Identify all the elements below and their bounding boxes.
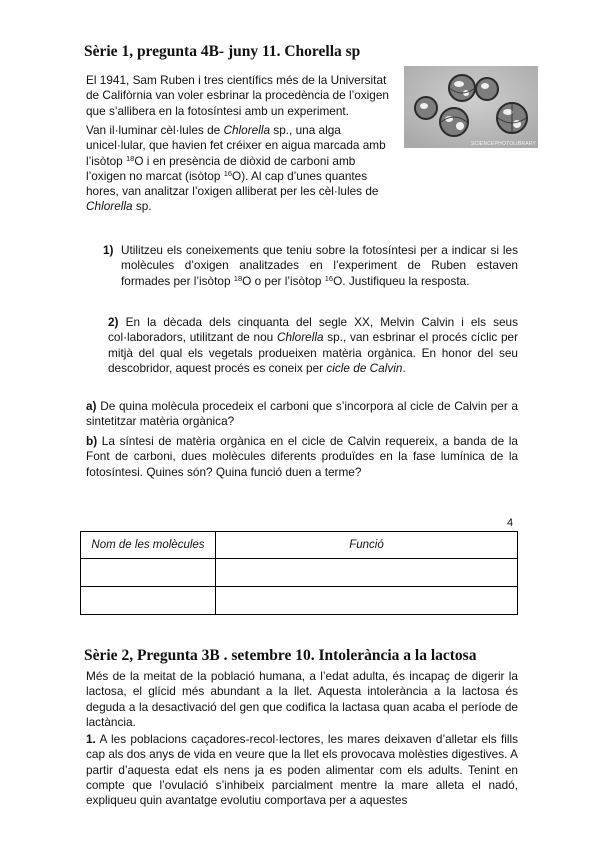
table-header-row	[81, 532, 518, 559]
table-header-function: Funció	[216, 532, 518, 559]
photo-credit: SCIENCEPHOTOLIBRARY	[470, 141, 536, 147]
chlorella-cells-image	[404, 66, 538, 148]
table-cell-molecule[interactable]	[81, 587, 216, 615]
serie2-intro: Més de la meitat de la població humana, a l’edat adulta, és incapaç de digerir la lactosa, el glícid més abundant a la llet. Aquesta intolerància a la lactosa és deguda a la desactivació del gen que codifica la lactasa quan acaba el període de lactància.	[86, 669, 518, 729]
question-1-text: Utilitzeu els coneixements que teniu sobre la fotosíntesi per a indicar si les molècules d’oxigen analitzades en l’experiment de Ruben estaven formades per l’isòtop $^{18}$O o per l’isòtop $^{16}$O. Justifiqueu la resposta.	[121, 243, 518, 288]
table-row	[81, 587, 518, 615]
table-cell-function[interactable]	[216, 587, 518, 615]
table-row	[81, 559, 518, 587]
serie1-intro: El 1941, Sam Ruben i tres científics més de la Universitat de Califòrnia van voler esbrinar la procedència de l’oxigen que s’allibera en la fotosíntesi amb un experiment.	[86, 73, 389, 118]
question-2-text: 2) En la dècada dels cinquanta del segle XX, Melvin Calvin i els seus col·laboradors, utilitzant de nou Chlorella sp., van esbrinar el procés cíclic per mitjà del qual els vegetals produeixen matèria orgànica. En honor del seu descobridor, aquest procés es coneix per cicle de Calvin.	[108, 315, 519, 375]
question-a: a) De quina molècula procedeix el carboni que s’incorpora al cicle de Calvin per a sintetitzar matèria orgànica?	[86, 399, 518, 429]
question-1-number: 1)	[103, 243, 114, 257]
table-cell-molecule[interactable]	[81, 559, 216, 587]
chlorella-photo	[404, 66, 538, 148]
question-b: b) La síntesi de matèria orgànica en el cicle de Calvin requereix, a banda de la Font de carboni, dues molècules diferents produïdes en la fase lumínica de la fotosíntesi. Quines són? Quina funció duen a terme?	[86, 434, 518, 479]
serie2-title: Sèrie 2, Pregunta 3B . setembre 10. Intolerància a la lactosa	[84, 647, 477, 664]
table-header-molecules: Nom de les molècules	[81, 532, 216, 559]
answer-table	[80, 531, 518, 615]
serie2-question-1: 1. A les poblacions caçadores-recol·lectores, les mares deixaven d’alletar els fills cap als dos anys de vida en veure que la llet els provocava molèsties digestives. A partir d’aquesta edat els nens ja es poden alimentar com els adults. Tenint en compte que l’ovulació s’inhibeix parcialment mentre la mare alleta el nadó, expliqueu quin avantatge evolutiu comportava per a aquestes	[86, 732, 518, 808]
page-number: 4	[507, 517, 514, 529]
serie1-experiment-paragraph: Van il·luminar cèl·lules de Chlorella sp., una alga unicel·lular, que havien fet créixer en aigua marcada amb l’isòtop $^{18}$O i en presència de diòxid de carboni amb l’oxigen no marcat (isòtop $^{16}$O). Al cap d’unes quantes hores, van analitzar l’oxigen alliberat per les cèl·lules de Chlorella sp.	[86, 123, 386, 214]
table-cell-function[interactable]	[216, 559, 518, 587]
serie1-title: Sèrie 1, pregunta 4B- juny 11. Chorella sp	[84, 43, 361, 60]
